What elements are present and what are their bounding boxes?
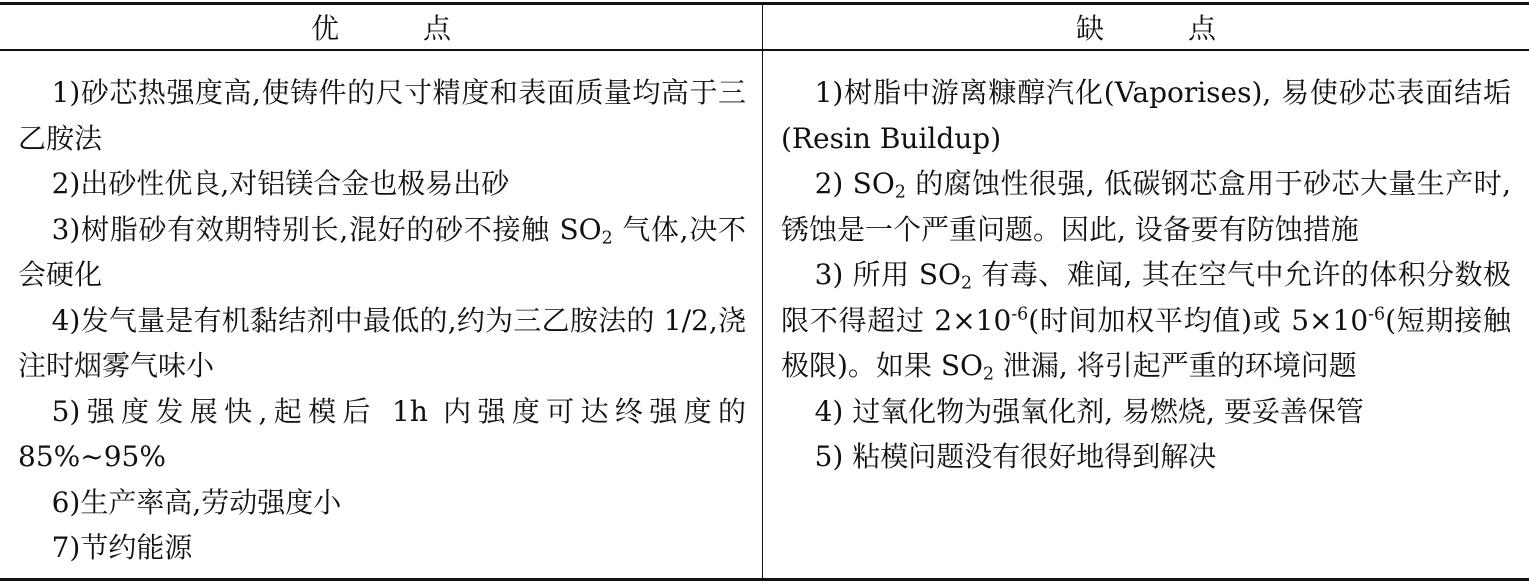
- advantage-item-7: 7)节约能源: [51, 531, 193, 564]
- header-disadvantages: 缺 点: [1075, 12, 1216, 45]
- advantage-item-6: 6)生产率高,劳动强度小: [51, 485, 342, 519]
- header-rule: [0, 49, 1529, 51]
- disadvantage-item-3: 3) 所用 $SO_2$ 有毒、难闻, 其在空气中允许的体积分数极限不得超过 $2\times 10^{-6}$(时间加权平均值)或 $5\times 10^{-6}$(短期接触极限)。如果 $SO_2$ 泄漏, 将引起严重的环境问题: [781, 258, 1511, 385]
- advantage-item-3: 3)树脂砂有效期特别长,混好的砂不接触 $SO_2$ 气体,决不会硬化: [18, 212, 746, 291]
- column-divider: [762, 3, 763, 580]
- advantages-column: [18, 70, 746, 571]
- advantage-item-1: 1)砂芯热强度高,使铸件的尺寸精度和表面质量均高于三乙胺法: [18, 76, 746, 155]
- header-advantages: 优 点: [310, 12, 451, 45]
- advantage-item-5: 5)强度发展快,起模后 1h 内强度可达终强度的 85%~95%: [18, 394, 746, 473]
- disadvantage-item-1: 1)树脂中游离糠醇汽化(Vaporises), 易使砂芯表面结垢(Resin Buildup): [781, 76, 1511, 155]
- advantage-item-2: 2)出砂性优良,对铝镁合金也极易出砂: [51, 167, 510, 200]
- disadvantage-item-4: 4) 过氧化物为强氧化剂, 易燃烧, 要妥善保管: [814, 394, 1364, 428]
- table-bottom-rule: [0, 578, 1529, 581]
- disadvantage-item-2: 2) $SO_2$ 的腐蚀性很强, 低碳钢芯盒用于砂芯大量生产时, 锈蚀是一个严重问题。因此, 设备要有防蚀措施: [781, 167, 1511, 246]
- disadvantage-item-5: 5) 粘模问题没有很好地得到解决: [814, 440, 1217, 473]
- advantage-item-4: 4)发气量是有机黏结剂中最低的,约为三乙胺法的 1/2,浇注时烟雾气味小: [18, 303, 746, 382]
- disadvantages-column: [781, 70, 1511, 480]
